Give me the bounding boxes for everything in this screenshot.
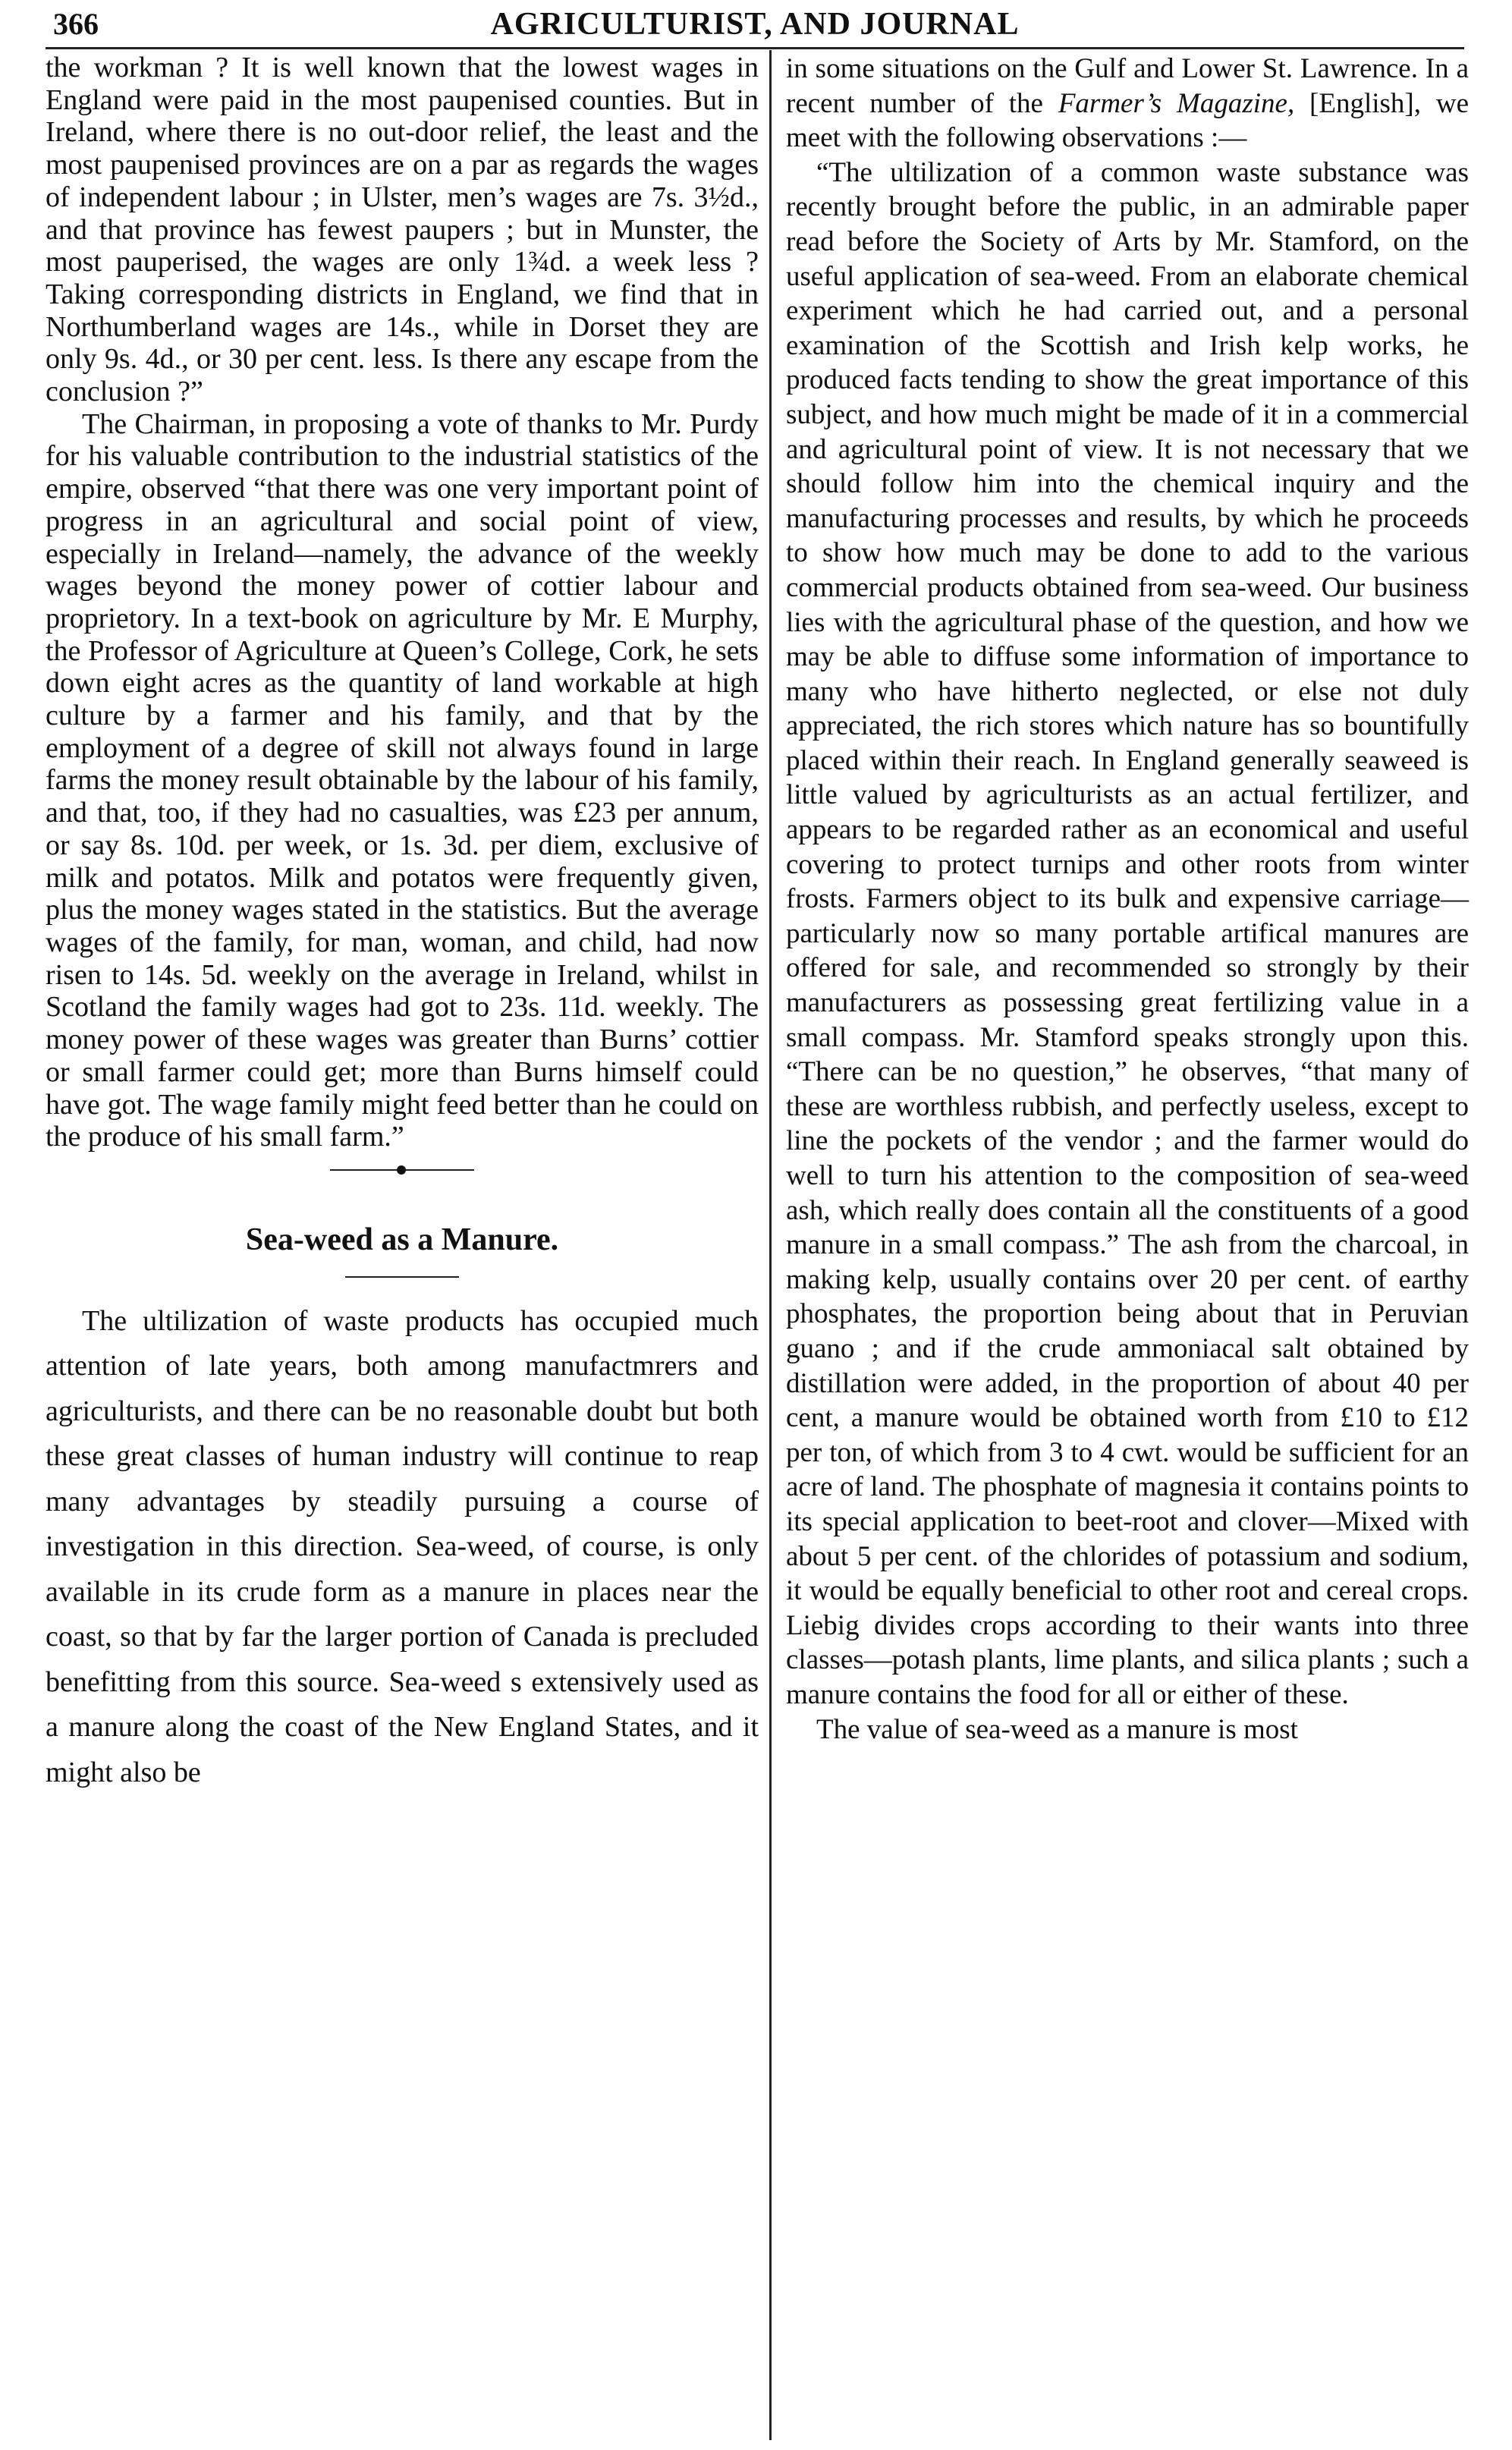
column-divider [769, 50, 772, 2440]
left-paragraph-2: The Chairman, in proposing a vote of thanks to Mr. Purdy for his valuable contribution to the industrial statistics of the empire, observed “that there was one very important point of progress in an agricultural and social point of view, especially in Ireland—namely, the advance of the weekly wages beyond the money power of cottier labour and proprietory. In a text-book on agriculture by Mr. E Murphy, the Professor of Agriculture at Queen’s College, Cork, he sets down eight acres as the quantity of land workable at high culture by a farmer and his family, and that by the employment of a degree of skill not always found in large farms the money result obtainable by the labour of his family, and that, too, if they had no casualties, was £23 per annum, or say 8s. 10d. per week, or 1s. 3d. per diem, exclusive of milk and potatos. Milk and potatos were frequently given, plus the money wages stated in the statistics. But the average wages of the family, for man, woman, and child, had now risen to 14s. 5d. weekly on the average in Ireland, whilst in Scotland the family wages had got to 23s. 11d. weekly. The money power of these wages was greater than Burns’ cottier or small farmer could get; more than Burns himself could have got. The wage family might feed better than he could on the produce of his small farm.” [46, 407, 759, 1153]
page-header [46, 6, 1464, 46]
separator-dot [397, 1165, 406, 1175]
running-title: AGRICULTURIST, AND JOURNAL [490, 7, 1020, 42]
section-separator [330, 1164, 474, 1176]
right-paragraph-2: “The ultilization of a common waste substance was recently brought before the public, in an admirable paper read before the Society of Arts by Mr. Stamford, on the useful application of sea-weed. From an elaborate chemical experiment which he had carried out, and a personal examination of the Scottish and Irish kelp works, he produced facts tending to show the great importance of this subject, and how much might be made of it in a commercial and agricultural point of view. It is not necessary that we should follow him into the chemical inquiry and the manufacturing processes and results, by which he proceeds to show how much may be done to add to the various commercial products obtained from sea-weed. Our business lies with the agricultural phase of the question, and how we may be able to diffuse some information of importance to many who have hitherto neglected, or else not duly appreciated, the rich stores which nature has so bountifully placed within their reach. In England generally seaweed is little valued by agriculturists as an actual fertilizer, and appears to be regarded rather as an economical and useful covering to protect turnips and other roots from winter frosts. Farmers object to its bulk and expensive carriage—particularly now so many portable artifical manures are offered for sale, and recommended so strongly by their manufacturers as possessing great fertilizing value in a small compass. Mr. Stamford speaks strongly upon this. “There can be no question,” he observes, “that many of these are worthless rubbish, and perfectly useless, except to line the pockets of the vendor ; and the farmer would do well to turn his attention to the composition of sea-weed ash, which really does contain all the constituents of a good manure in a small compass.” The ash from the charcoal, in making kelp, usually contains over 20 per cent. of earthy phosphates, the proportion being about that in Peruvian guano ; and if the crude ammoniacal salt obtained by distillation were added, in the proportion of about 40 per cent, a manure would be obtained worth from £10 to £12 per ton, of which from 3 to 4 cwt. would be sufficient for an acre of land. The phosphate of magnesia it contains points to its special application to beet-root and clover—Mixed with about 5 per cent. of the chlorides of potassium and sodium, it would be equally beneficial to other root and cereal crops. Liebig divides crops according to their wants into three classes—potash plants, lime plants, and silica plants ; such a manure contains the food for all or either of these. [786, 156, 1469, 1710]
right-paragraph-3: The value of sea-weed as a manure is most [816, 1713, 1298, 1745]
header-rule [46, 47, 1464, 49]
magazine-title: Farmer’s Magazine, [1058, 87, 1295, 119]
right-paragraph-1: in some situations on the Gulf and Lower St. Lawrence. In a recent number of the Farmer’s Magazine, [English], we meet with the following observations :— [786, 53, 1469, 154]
page-number: 366 [53, 7, 99, 41]
left-paragraph-1: the workman ? It is well known that the lowest wages in England were paid in the most paupenised counties. But in Ireland, where there is no out-door relief, the least and the most paupenised provinces are on a par as regards the wages of independent labour ; in Ulster, men’s wages are 7s. 3½d., and that province has fewest paupers ; but in Munster, the most pauperised, the wages are only 1¾d. a week less ? Taking corresponding districts in England, we find that in Northumberland wages are 14s., while in Dorset they are only 9s. 4d., or 30 per cent. less. Is there any escape from the conclusion ?” [46, 52, 759, 408]
section-title: Sea-weed as a Manure. [245, 1222, 559, 1257]
section-paragraph: The ultilization of waste products has occupied much attention of late years, both among manufactmrers and agriculturists, and there can be no reasonable doubt but both these great classes of human industry will continue to reap many advantages by steadily pursuing a course of investigation in this direction. Sea-weed, of course, is only available in its crude form as a manure in places near the coast, so that by far the larger portion of Canada is precluded benefitting from this source. Sea-weed s extensively used as a manure along the coast of the New England States, and it might also be [46, 1304, 759, 1788]
left-column [46, 52, 759, 1795]
right-column [786, 52, 1469, 1747]
title-rule [345, 1276, 459, 1278]
